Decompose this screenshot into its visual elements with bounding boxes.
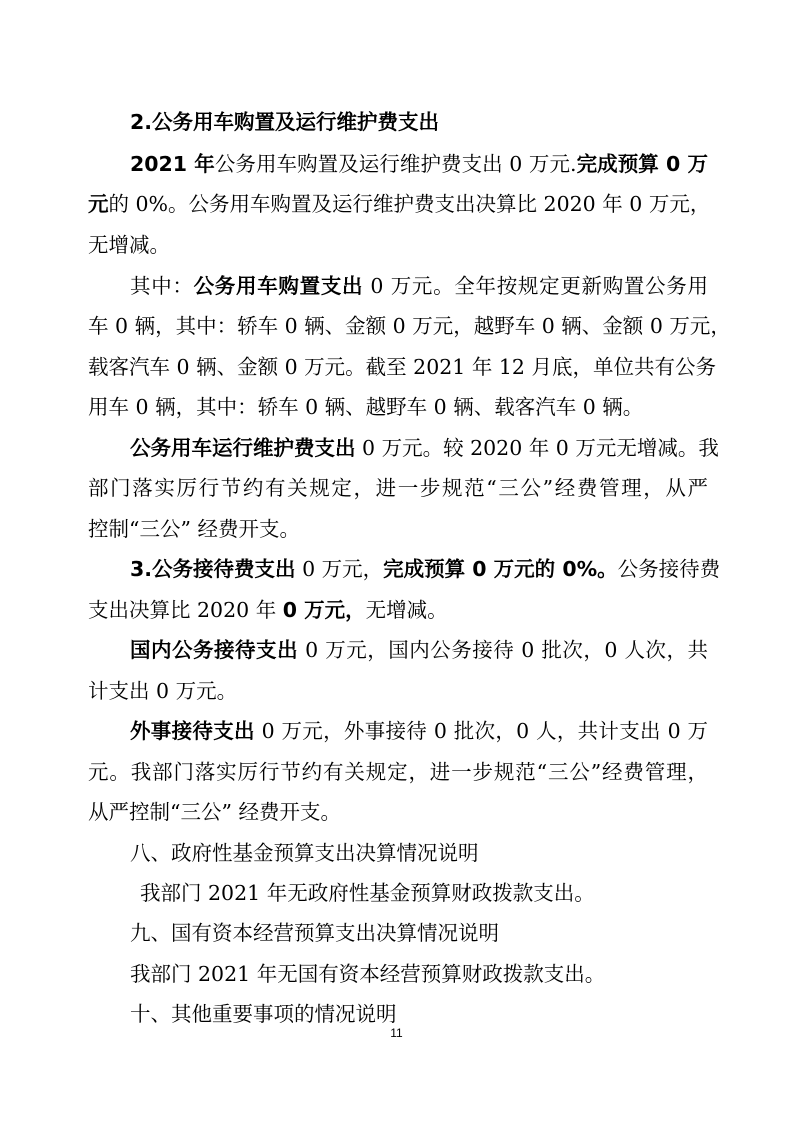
section-heading-fund-budget: 八、政府性基金预算支出决算情况说明: [130, 841, 479, 865]
body-text: 公务用车购置及运行维护费支出 0 万元.: [214, 152, 577, 176]
bold-text: 公务用车运行维护费支出: [130, 436, 356, 460]
bold-text: 0 万元，: [282, 598, 366, 622]
paragraph-reception-line-1: [130, 555, 721, 583]
paragraph-purchase-line-1: [130, 272, 708, 300]
body-text: 0 万元。全年按规定更新购置公务用: [363, 274, 709, 298]
paragraph-purchase-line-2: 车 0 辆，其中：轿车 0 辆、金额 0 万元，越野车 0 辆、金额 0 万元，: [88, 314, 731, 338]
paragraph-state-capital: 我部门 2021 年无国有资本经营预算财政拨款支出。: [130, 962, 606, 986]
paragraph-reception-line-2: [88, 596, 708, 624]
section-heading-other-matters: 十、其他重要事项的情况说明: [130, 1002, 397, 1026]
paragraph-maintenance-line-1: [130, 434, 719, 462]
body-text: 0 万元。较 2020 年 0 万元无增减。我: [355, 436, 719, 460]
body-text: 0 万元，外事接待 0 批次，0 人，共计支出 0 万: [254, 719, 708, 743]
body-text: 支出决算比 2020 年: [88, 598, 283, 622]
paragraph-domestic-line-1: [130, 636, 708, 664]
body-text: 公务接待费: [617, 557, 721, 581]
page-number: 11: [390, 1026, 403, 1040]
paragraph-maintenance-line-3: 控制“三公” 经费开支。: [88, 517, 300, 541]
bold-text: 2021 年: [130, 152, 215, 176]
paragraph-fund-budget: 我部门 2021 年无政府性基金预算财政拨款支出。: [140, 881, 595, 905]
paragraph-domestic-line-2: 计支出 0 万元。: [88, 679, 238, 703]
bold-text: 外事接待支出: [130, 719, 255, 743]
paragraph-vehicle-line-1: [130, 150, 708, 178]
body-text: 其中：: [130, 274, 194, 298]
bold-text: 公务用车购置支出: [193, 274, 364, 298]
bold-text: 完成预算 0 万: [576, 152, 708, 176]
paragraph-purchase-line-4: 用车 0 辆，其中：轿车 0 辆、越野车 0 辆、载客汽车 0 辆。: [88, 395, 644, 419]
body-text: 0 万元，: [295, 557, 384, 581]
bold-text: 元: [88, 192, 109, 216]
paragraph-vehicle-line-2: [88, 190, 711, 218]
section-heading-state-capital: 九、国有资本经营预算支出决算情况说明: [130, 921, 499, 945]
paragraph-foreign-line-3: 从严控制“三公” 经费开支。: [88, 800, 341, 824]
paragraph-foreign-line-1: [130, 717, 708, 745]
paragraph-maintenance-line-2: 部门落实厉行节约有关规定，进一步规范“三公”经费管理，从严: [88, 476, 708, 500]
body-text: 无增减。: [365, 598, 448, 622]
body-text: 的 0%。公务用车购置及运行维护费支出决算比 2020 年 0 万元，: [108, 192, 711, 216]
paragraph-vehicle-line-3: 无增减。: [88, 233, 170, 257]
paragraph-foreign-line-2: 元。我部门落实厉行节约有关规定，进一步规范“三公”经费管理，: [88, 760, 708, 784]
section-heading-vehicle: 2.公务用车购置及运行维护费支出: [130, 110, 440, 134]
paragraph-purchase-line-3: 载客汽车 0 辆、金额 0 万元。截至 2021 年 12 月底，单位共有公务: [88, 355, 716, 379]
bold-text: 3.公务接待费支出: [130, 557, 296, 581]
bold-text: 国内公务接待支出: [130, 638, 299, 662]
bold-text: 完成预算 0 万元的 0%。: [383, 557, 618, 581]
body-text: 0 万元，国内公务接待 0 批次，0 人次，共: [298, 638, 709, 662]
